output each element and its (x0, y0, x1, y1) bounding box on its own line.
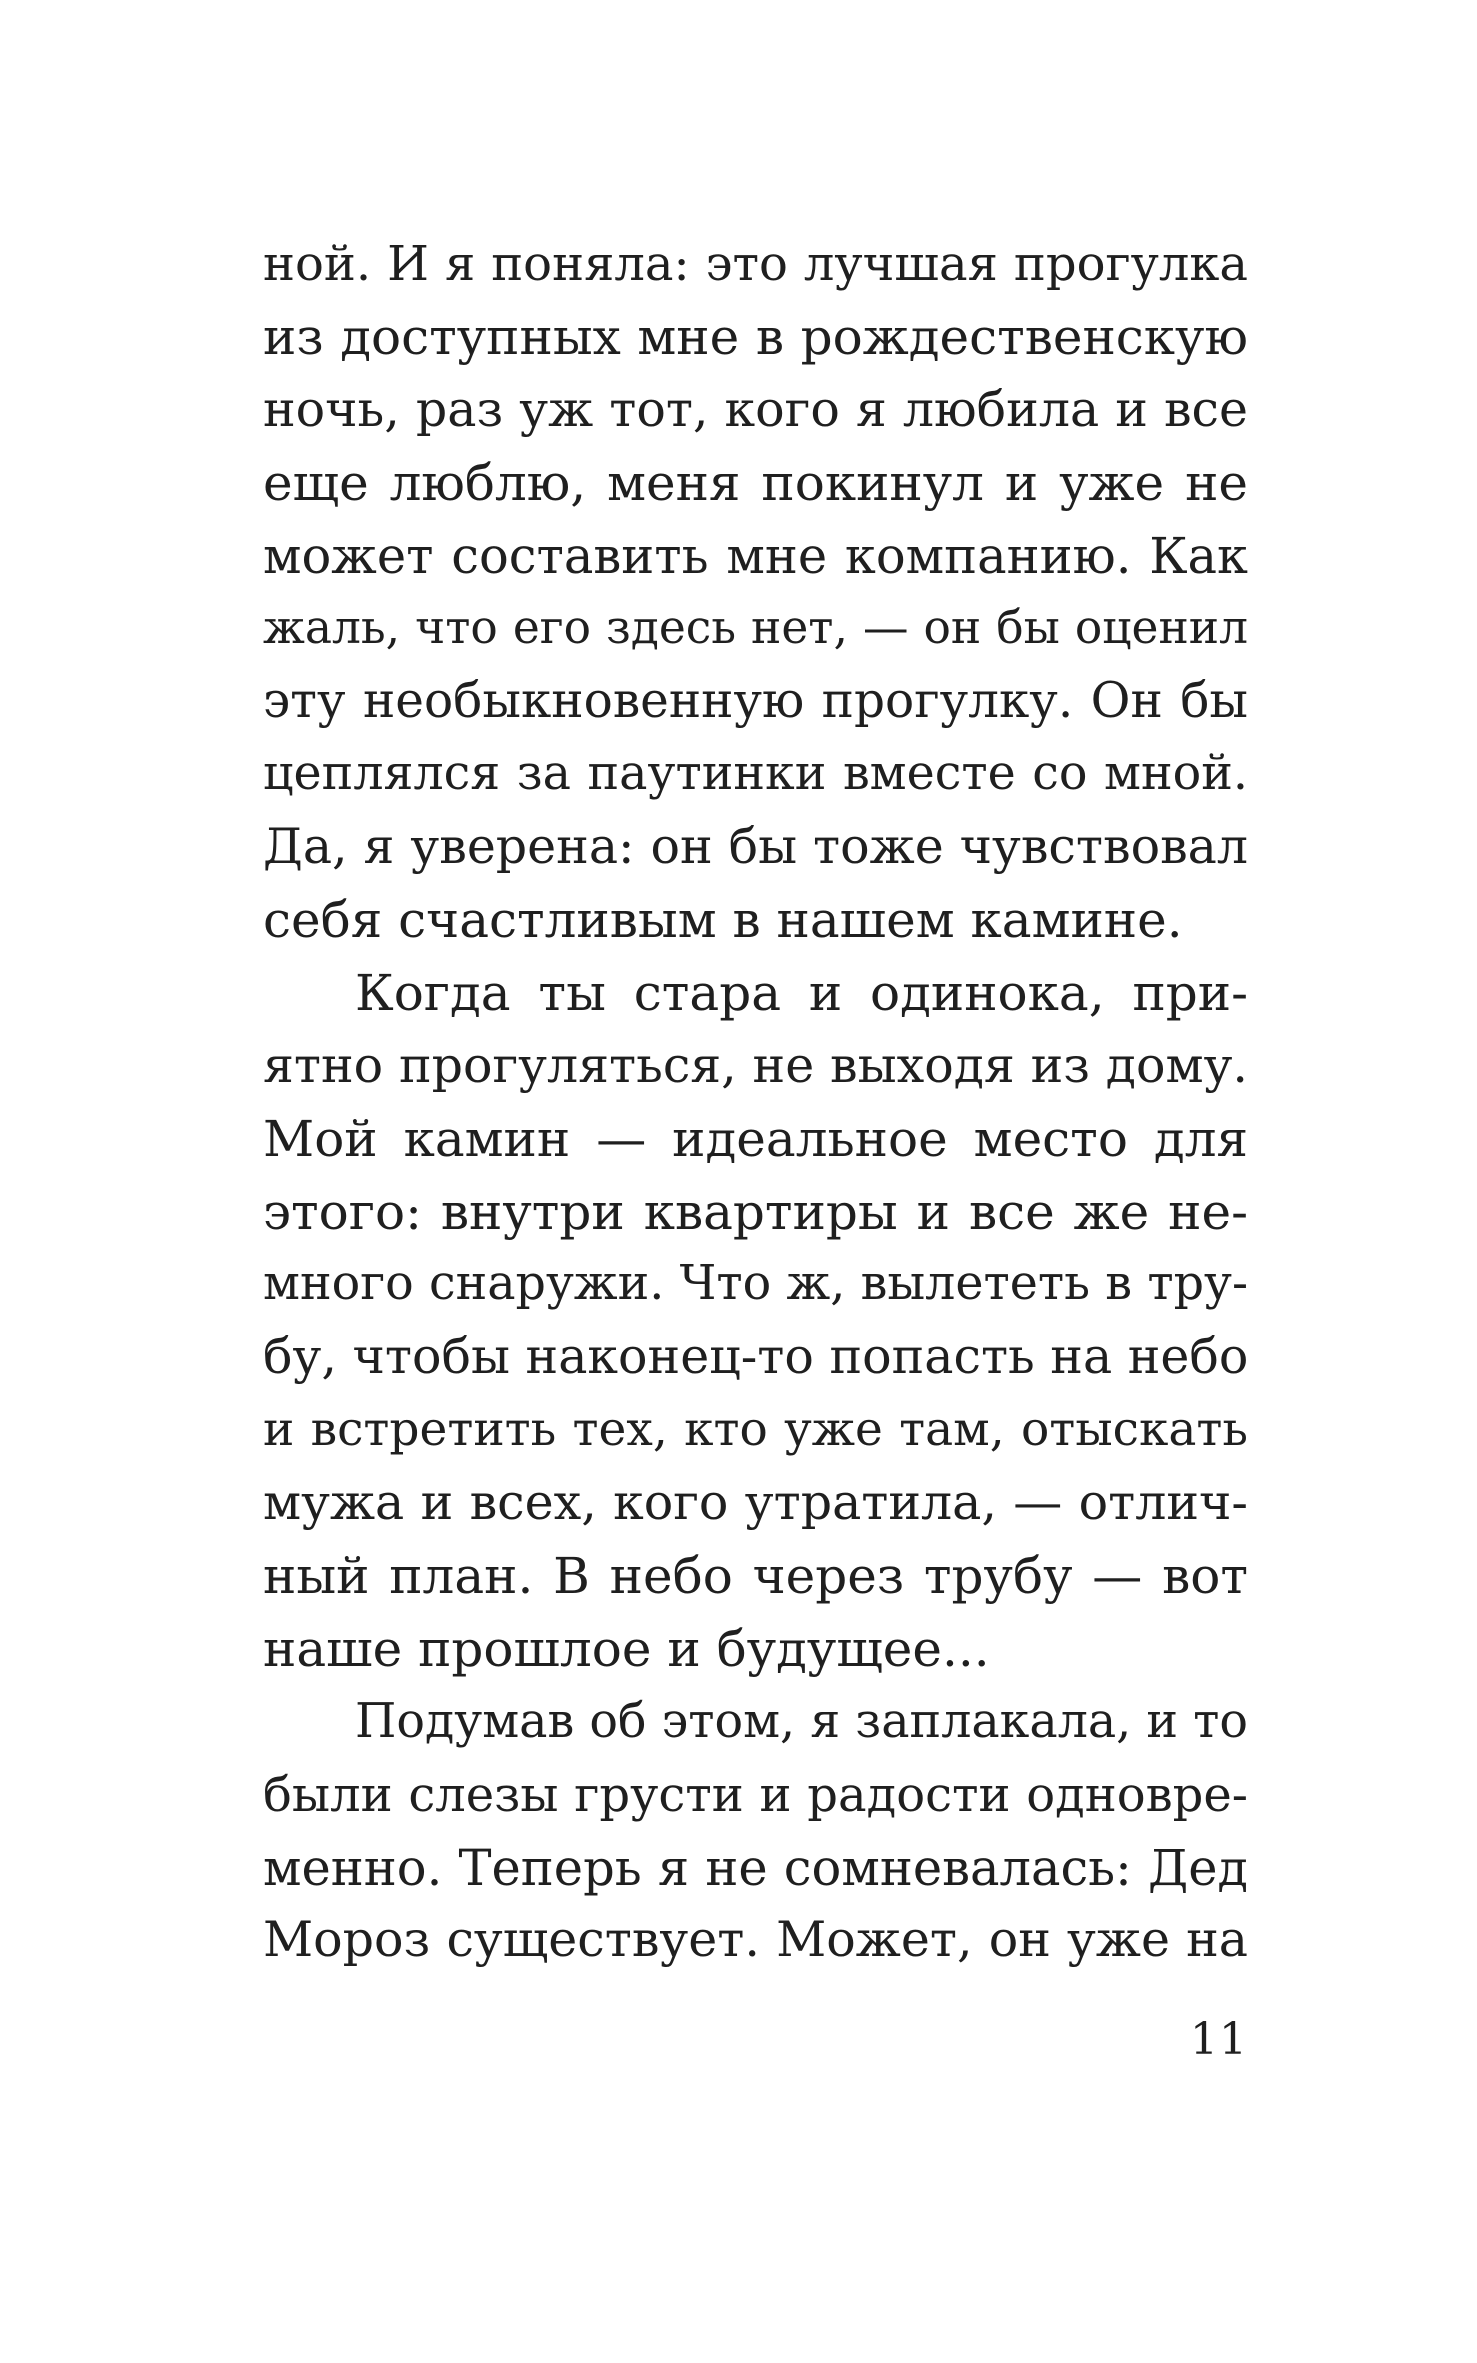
text-line: бу, чтобы наконец-то попасть на небо (263, 1328, 1249, 1386)
body-text (263, 228, 1248, 1977)
paragraph-start-line: Подумав об этом, я заплакала, и то (355, 1693, 1249, 1749)
text-line: Мой камин — идеальное место для (263, 1109, 1248, 1168)
text-line: Мороз существует. Может, он уже на (263, 1911, 1248, 1969)
text-line: жаль, что его здесь нет, — он бы оценил (263, 601, 1248, 655)
text-line: ночь, раз уж тот, кого я любила и все (263, 380, 1248, 438)
text-line: может составить мне компанию. Как (263, 526, 1248, 585)
text-line: цеплялся за паутинки вместе со мной. (263, 746, 1248, 802)
text-line: много снаружи. Что ж, вылететь в тру- (263, 1256, 1248, 1312)
text-line: этого: внутри квартиры и все же не- (263, 1182, 1248, 1241)
text-line: мужа и всех, кого утратила, — отлич- (263, 1474, 1248, 1532)
text-line: ятно прогуляться, не выходя из дому. (263, 1036, 1248, 1094)
paragraph-start-line: Когда ты стара и одинока, при- (355, 963, 1248, 1022)
text-line: из доступных мне в рождественскую (263, 307, 1248, 366)
text-line: еще люблю, меня покинул и уже не (263, 453, 1248, 512)
text-line: и встретить тех, кто уже там, отыскать (263, 1402, 1248, 1458)
text-line: ный план. В небо через трубу — вот (263, 1547, 1248, 1606)
page-number: 11 (1190, 2014, 1248, 2065)
text-line: наше прошлое и будущее... (263, 1619, 990, 1678)
text-line: Да, я уверена: он бы тоже чувствовал (263, 818, 1248, 876)
text-line: ной. И я поняла: это лучшая прогулка (263, 236, 1248, 292)
text-line: себя счастливым в нашем камине. (263, 891, 1183, 950)
text-line: эту необыкновенную прогулку. Он бы (263, 673, 1248, 730)
text-line: были слезы грусти и радости одновре- (263, 1766, 1248, 1823)
text-line: менно. Теперь я не сомневалась: Дед (263, 1838, 1248, 1897)
